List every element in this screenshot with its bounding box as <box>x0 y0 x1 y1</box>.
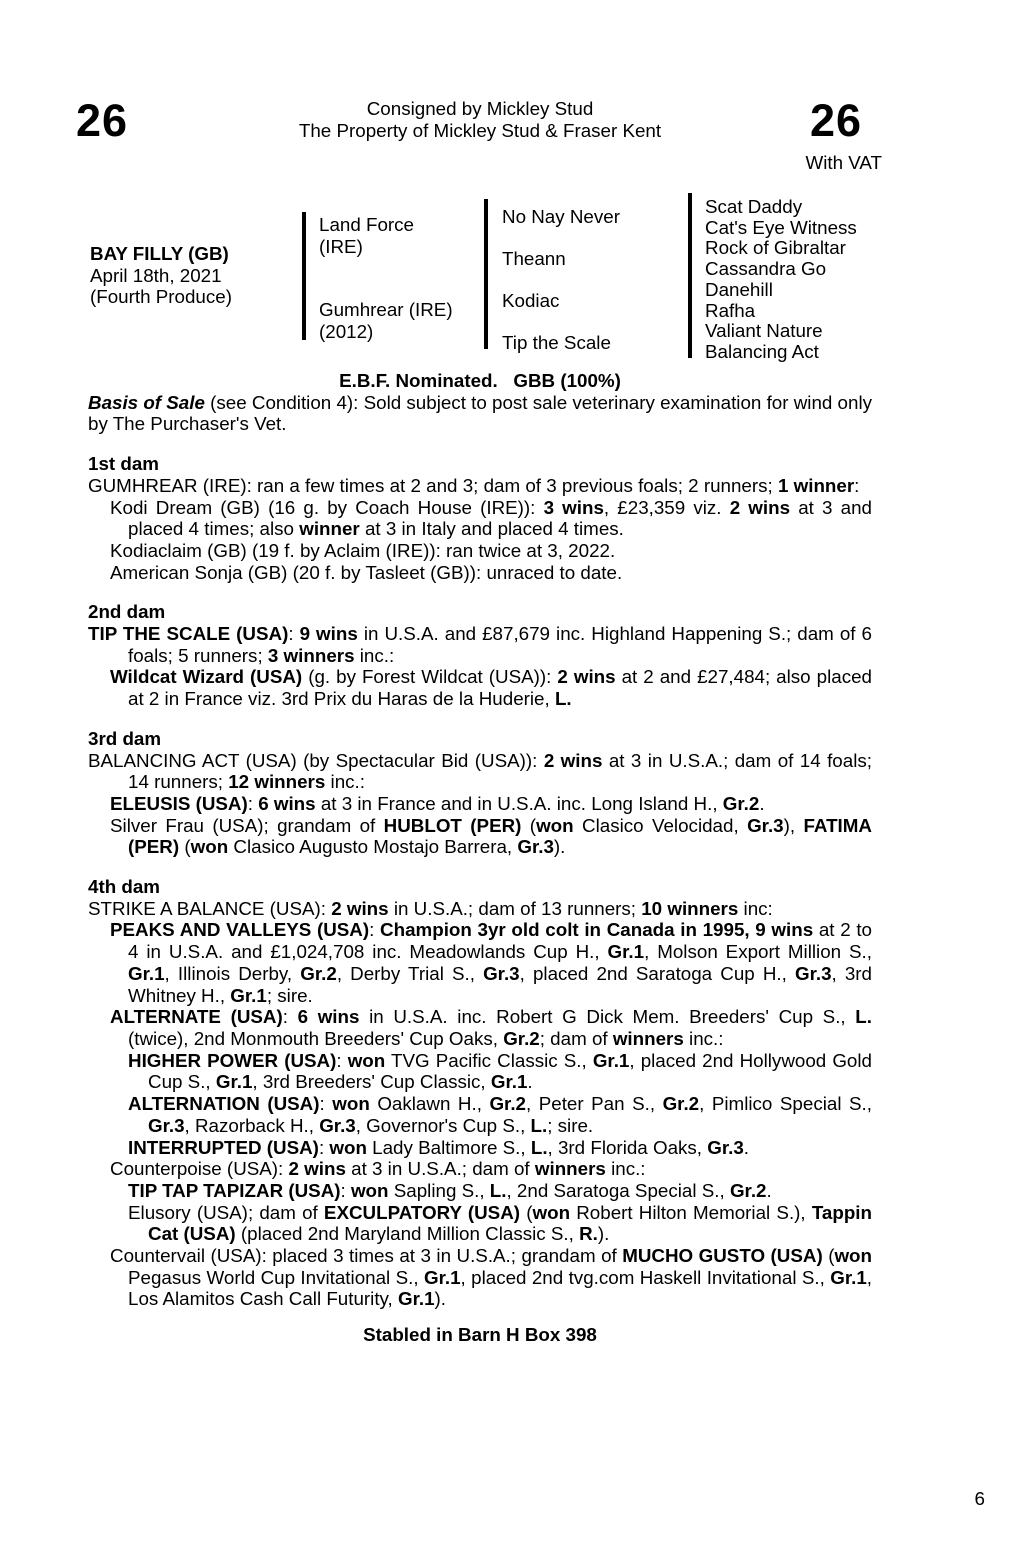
pedigree-paragraph: Kodiaclaim (GB) (19 f. by Aclaim (IRE)): ran twice at 3, 2022. <box>110 539 616 561</box>
pedigree-divider-1 <box>302 212 306 340</box>
ebf-nomination: E.B.F. Nominated. GBB (100%) <box>339 370 621 391</box>
pedigree-paragraph: ALTERNATE (USA): 6 wins in U.S.A. inc. Robert G Dick Mem. Breeders' Cup S., L. (twice), 2nd Monmouth Breeders' Cup Oaks, Gr.2; dam of winners inc.: <box>110 1006 872 1049</box>
grandparent-name: No Nay Never <box>502 206 620 227</box>
dam-sections <box>88 453 872 1310</box>
subject-block <box>90 243 232 308</box>
pedigree-paragraph: Silver Frau (USA); grandam of HUBLOT (PER) (won Clasico Velocidad, Gr.3), FATIMA (PER) (won Clasico Augusto Mostajo Barrera, Gr.3). <box>110 814 872 858</box>
great-grandparent-name: Balancing Act <box>705 340 819 362</box>
dam-name-line2: (2012) <box>319 320 374 342</box>
main-text <box>88 370 872 1346</box>
lot-number-right: 26 <box>810 95 863 146</box>
great-grandparents-column <box>705 197 857 363</box>
great-grandparent-name: Valiant Nature <box>705 320 823 342</box>
pedigree-paragraph: PEAKS AND VALLEYS (USA): Champion 3yr old colt in Canada in 1995, 9 wins at 2 to 4 in U.S.A. and £1,024,708 inc. Meadowlands Cup H., Gr.1, Molson Export Million S., Gr.1, Illinois Derby, Gr.2, Derby Trial S., Gr.3, placed 2nd Saratoga Cup H., Gr.3, 3rd Whitney H., Gr.1; sire. <box>110 919 873 1006</box>
pedigree-paragraph: TIP THE SCALE (USA): 9 wins in U.S.A. and £87,679 inc. Highland Happening S.; dam of 6 foals; 5 runners; 3 winners inc.: <box>88 623 872 666</box>
dam-section-heading: 4th dam <box>88 876 161 898</box>
pedigree-paragraph: Kodi Dream (GB) (16 g. by Coach House (IRE)): 3 wins, £23,359 viz. 2 wins at 3 and placed 4 times; also winner at 3 in Italy and placed 4 times. <box>110 496 872 540</box>
great-grandparent-name: Scat Daddy <box>705 196 803 217</box>
basis-of-sale <box>88 392 872 435</box>
dam-name-line1: Gumhrear (IRE) <box>319 299 453 320</box>
pedigree-paragraph: Countervail (USA): placed 3 times at 3 in U.S.A.; grandam of MUCHO GUSTO (USA) (won Pegasus World Cup Invitational S., Gr.1, placed 2nd tvg.com Haskell Invitational S., Gr.1, Los Alamitos Cash Call Futurity, Gr.1). <box>110 1245 873 1310</box>
sire-name <box>319 214 414 257</box>
stabling-note: Stabled in Barn H Box 398 <box>363 1324 597 1346</box>
subject-produce-note: (Fourth Produce) <box>90 286 232 308</box>
dam-name <box>319 299 453 342</box>
dam-section-heading: 3rd dam <box>88 727 162 749</box>
great-grandparent-name: Cassandra Go <box>705 258 827 280</box>
sire-name-line2: (IRE) <box>319 235 363 257</box>
pedigree-paragraph: Counterpoise (USA): 2 wins at 3 in U.S.A.; dam of winners inc.: <box>110 1158 646 1180</box>
great-grandparent-name: Cat's Eye Witness <box>705 216 857 238</box>
great-grandparent-name: Rock of Gibraltar <box>705 237 846 259</box>
lot-number-left: 26 <box>76 95 129 146</box>
consignor-block <box>88 95 872 146</box>
pedigree-divider-2 <box>484 199 488 349</box>
subject-foaling-date: April 18th, 2021 <box>90 264 222 286</box>
pedigree-paragraph: Elusory (USA); dam of EXCULPATORY (USA) (won Robert Hilton Memorial S.), Tappin Cat (USA) (placed 2nd Maryland Million Classic S., R.). <box>128 1201 872 1245</box>
pedigree-paragraph: STRIKE A BALANCE (USA): 2 wins in U.S.A.; dam of 13 runners; 10 winners inc: <box>88 897 773 919</box>
pedigree-table <box>88 188 872 368</box>
consignor-line2: The Property of Mickley Stud & Fraser Kent <box>298 119 662 141</box>
great-grandparent-name: Rafha <box>705 299 756 321</box>
basis-of-sale-paragraph: Basis of Sale (see Condition 4): Sold subject to post sale veterinary examination for wind only by The Purchaser's Vet. <box>88 391 873 435</box>
subject-name: BAY FILLY (GB) <box>90 243 229 264</box>
sire-name-line1: Land Force <box>319 214 415 235</box>
dam-section-heading: 1st dam <box>88 453 159 475</box>
pedigree-paragraph: TIP TAP TAPIZAR (USA): won Sapling S., L., 2nd Saratoga Special S., Gr.2. <box>128 1179 772 1201</box>
great-grandparent-name: Danehill <box>705 278 773 300</box>
vat-note: With VAT <box>805 152 882 173</box>
pedigree-paragraph: BALANCING ACT (USA) (by Spectacular Bid (USA)): 2 wins at 3 in U.S.A.; dam of 14 foals; 14 runners; 12 winners inc.: <box>88 749 872 793</box>
grandparent-name: Kodiac <box>502 290 560 311</box>
grandparent-name: Theann <box>502 248 566 269</box>
page-number: 6 <box>974 1488 985 1509</box>
pedigree-paragraph: ALTERNATION (USA): won Oaklawn H., Gr.2, Peter Pan S., Gr.2, Pimlico Special S., Gr.3, Razorback H., Gr.3, Governor's Cup S., L.; sire. <box>128 1093 872 1136</box>
pedigree-paragraph: GUMHREAR (IRE): ran a few times at 2 and 3; dam of 3 previous foals; 2 runners; 1 winner: <box>88 474 860 496</box>
grandparent-name: Tip the Scale <box>502 332 611 353</box>
pedigree-divider-3 <box>688 193 692 358</box>
pedigree-paragraph: American Sonja (GB) (20 f. by Tasleet (GB)): unraced to date. <box>110 561 623 583</box>
consignor-line1: Consigned by Mickley Stud <box>366 98 594 119</box>
pedigree-paragraph: Wildcat Wizard (USA) (g. by Forest Wildcat (USA)): 2 wins at 2 and £27,484; also placed at 2 in France viz. 3rd Prix du Haras de la Huderie, L. <box>110 666 872 710</box>
dam-section-heading: 2nd dam <box>88 601 166 623</box>
pedigree-paragraph: HIGHER POWER (USA): won TVG Pacific Classic S., Gr.1, placed 2nd Hollywood Gold Cup S., Gr.1, 3rd Breeders' Cup Classic, Gr.1. <box>128 1049 872 1093</box>
pedigree-paragraph: ELEUSIS (USA): 6 wins at 3 in France and in U.S.A. inc. Long Island H., Gr.2. <box>110 792 765 814</box>
pedigree-paragraph: INTERRUPTED (USA): won Lady Baltimore S., L., 3rd Florida Oaks, Gr.3. <box>128 1136 750 1158</box>
